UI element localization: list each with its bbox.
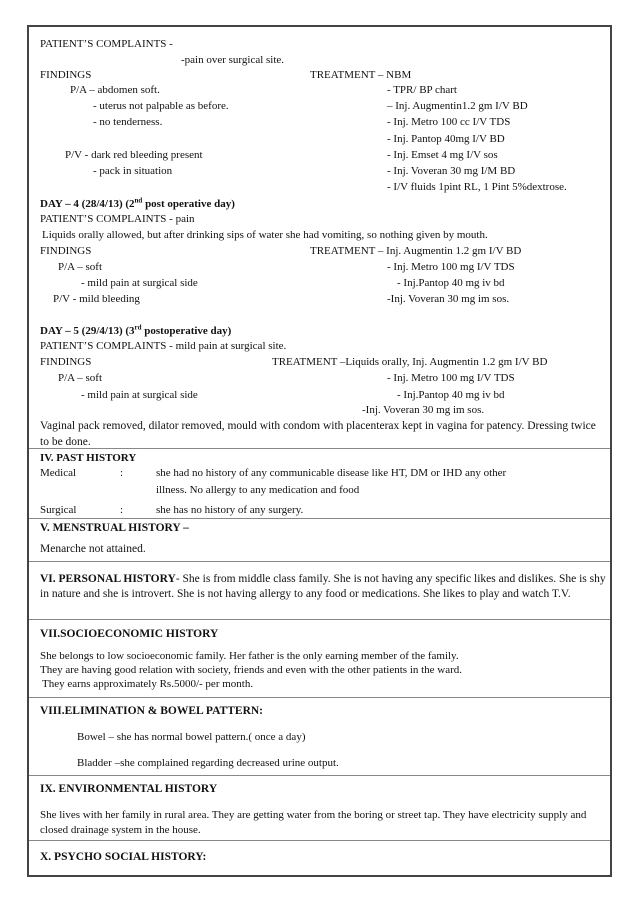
finding-tenderness: - no tenderness. <box>93 116 163 128</box>
day4-complaints: PATIENT’S COMPLAINTS - pain <box>40 213 195 225</box>
findings-label: FINDINGS <box>40 69 92 81</box>
section-divider <box>29 697 610 698</box>
day5-pa-soft: P/A – soft <box>58 372 103 384</box>
socioeconomic-heading: VII.SOCIOECONOMIC HISTORY <box>40 628 219 640</box>
medical-history-line-1: she had no history of any communicable disease like HT, DM or IHD any other <box>156 467 507 479</box>
medical-label: Medical <box>40 467 77 479</box>
treatment-item: - I/V fluids 1pint RL, 1 Pint 5%dextrose. <box>387 181 567 193</box>
personal-history <box>40 572 606 602</box>
section-divider <box>29 775 610 776</box>
treatment-item: - Inj. Voveran 30 mg I/M BD <box>387 165 516 177</box>
day4-diet-note: Liquids orally allowed, but after drinking sips of water she had vomiting, so nothing given by mouth. <box>42 229 488 241</box>
psychosocial-heading: X. PSYCHO SOCIAL HISTORY: <box>40 851 207 863</box>
socioeconomic-line-2: They are having good relation with society, friends and even with the other patients in the ward. <box>40 664 463 676</box>
personal-history-heading: VI. PERSONAL HISTORY <box>40 573 176 585</box>
finding-pack: - pack in situation <box>93 165 173 177</box>
surgical-colon: : <box>120 504 124 516</box>
personal-history-text: - She is from middle class family. She is not having any specific likes and dislikes. She is shy in nature and she is introvert. She is not having allergy to any food or medications. She likes to play and watch T.V. <box>40 573 606 600</box>
complaints-label: PATIENT’S COMPLAINTS - <box>40 38 173 50</box>
document-page <box>27 25 612 877</box>
surgical-label: Surgical <box>40 504 77 516</box>
day4-pa-pain: - mild pain at surgical side <box>81 277 198 289</box>
day4-tx-pantop: - Inj.Pantop 40 mg iv bd <box>397 277 505 289</box>
day5-heading: DAY – 5 (29/4/13) (3rd postoperative day) <box>40 323 232 337</box>
section-divider <box>29 840 610 841</box>
day4-treatment-line: TREATMENT – Inj. Augmentin 1.2 gm I/V BD <box>310 245 522 257</box>
finding-uterus: - uterus not palpable as before. <box>93 100 229 112</box>
menstrual-text: Menarche not attained. <box>40 543 146 555</box>
socioeconomic-line-3: They earns approximately Rs.5000/- per month. <box>42 678 254 690</box>
day4-findings-label: FINDINGS <box>40 245 92 257</box>
treatment-item: - TPR/ BP chart <box>387 84 457 96</box>
past-history-heading: IV. PAST HISTORY <box>40 452 137 464</box>
day5-treatment-line: TREATMENT –Liquids orally, Inj. Augmentin 1.2 gm I/V BD <box>272 356 548 368</box>
section-divider <box>29 448 610 449</box>
day4-pa-soft: P/A – soft <box>58 261 103 273</box>
medical-history-line-2: illness. No allergy to any medication and food <box>156 484 360 496</box>
day5-tx-pantop: - Inj.Pantop 40 mg iv bd <box>397 389 505 401</box>
day5-procedure-note: Vaginal pack removed, dilator removed, mould with condom with placenterax kept in vagina for patency. Dressing twice to be done. <box>40 420 596 448</box>
treatment-item: – Inj. Augmentin1.2 gm I/V BD <box>387 100 528 112</box>
finding-pv-bleeding: P/V - dark red bleeding present <box>65 149 203 161</box>
elimination-heading: VIII.ELIMINATION & BOWEL PATTERN: <box>40 705 264 717</box>
treatment-item: - Inj. Metro 100 cc I/V TDS <box>387 116 511 128</box>
day5-tx-voveran: -Inj. Voveran 30 mg im sos. <box>362 404 485 416</box>
day5-tx-metro: - Inj. Metro 100 mg I/V TDS <box>387 372 515 384</box>
bladder-pattern: Bladder –she complained regarding decreased urine output. <box>77 757 339 769</box>
day5-findings-label: FINDINGS <box>40 356 92 368</box>
section-divider <box>29 561 610 562</box>
treatment-item: - Inj. Emset 4 mg I/V sos <box>387 149 498 161</box>
complaint-text: -pain over surgical site. <box>181 54 285 66</box>
socioeconomic-line-1: She belongs to low socioeconomic family. Her father is the only earning member of the family. <box>40 650 459 662</box>
treatment-item: - Inj. Pantop 40mg I/V BD <box>387 133 505 145</box>
bowel-pattern: Bowel – she has normal bowel pattern.( once a day) <box>77 731 306 743</box>
day5-pa-pain: - mild pain at surgical side <box>81 389 198 401</box>
finding-abdomen: P/A – abdomen soft. <box>70 84 160 96</box>
section-divider <box>29 518 610 519</box>
section-divider <box>29 619 610 620</box>
treatment-label: TREATMENT – NBM <box>310 69 412 81</box>
medical-colon: : <box>120 467 124 479</box>
day4-heading: DAY – 4 (28/4/13) (2nd post operative day) <box>40 196 235 210</box>
day4-tx-voveran: -Inj. Voveran 30 mg im sos. <box>387 293 510 305</box>
day4-pv-bleeding: P/V - mild bleeding <box>53 293 140 305</box>
menstrual-heading: V. MENSTRUAL HISTORY – <box>40 522 189 534</box>
day5-complaints: PATIENT’S COMPLAINTS - mild pain at surgical site. <box>40 340 287 352</box>
surgical-history: she has no history of any surgery. <box>156 504 304 516</box>
environmental-heading: IX. ENVIRONMENTAL HISTORY <box>40 783 218 795</box>
environmental-text: She lives with her family in rural area. They are getting water from the boring or street tap. They have electricity supply and closed drainage system in the house. <box>40 809 587 836</box>
day4-tx-metro: - Inj. Metro 100 mg I/V TDS <box>387 261 515 273</box>
